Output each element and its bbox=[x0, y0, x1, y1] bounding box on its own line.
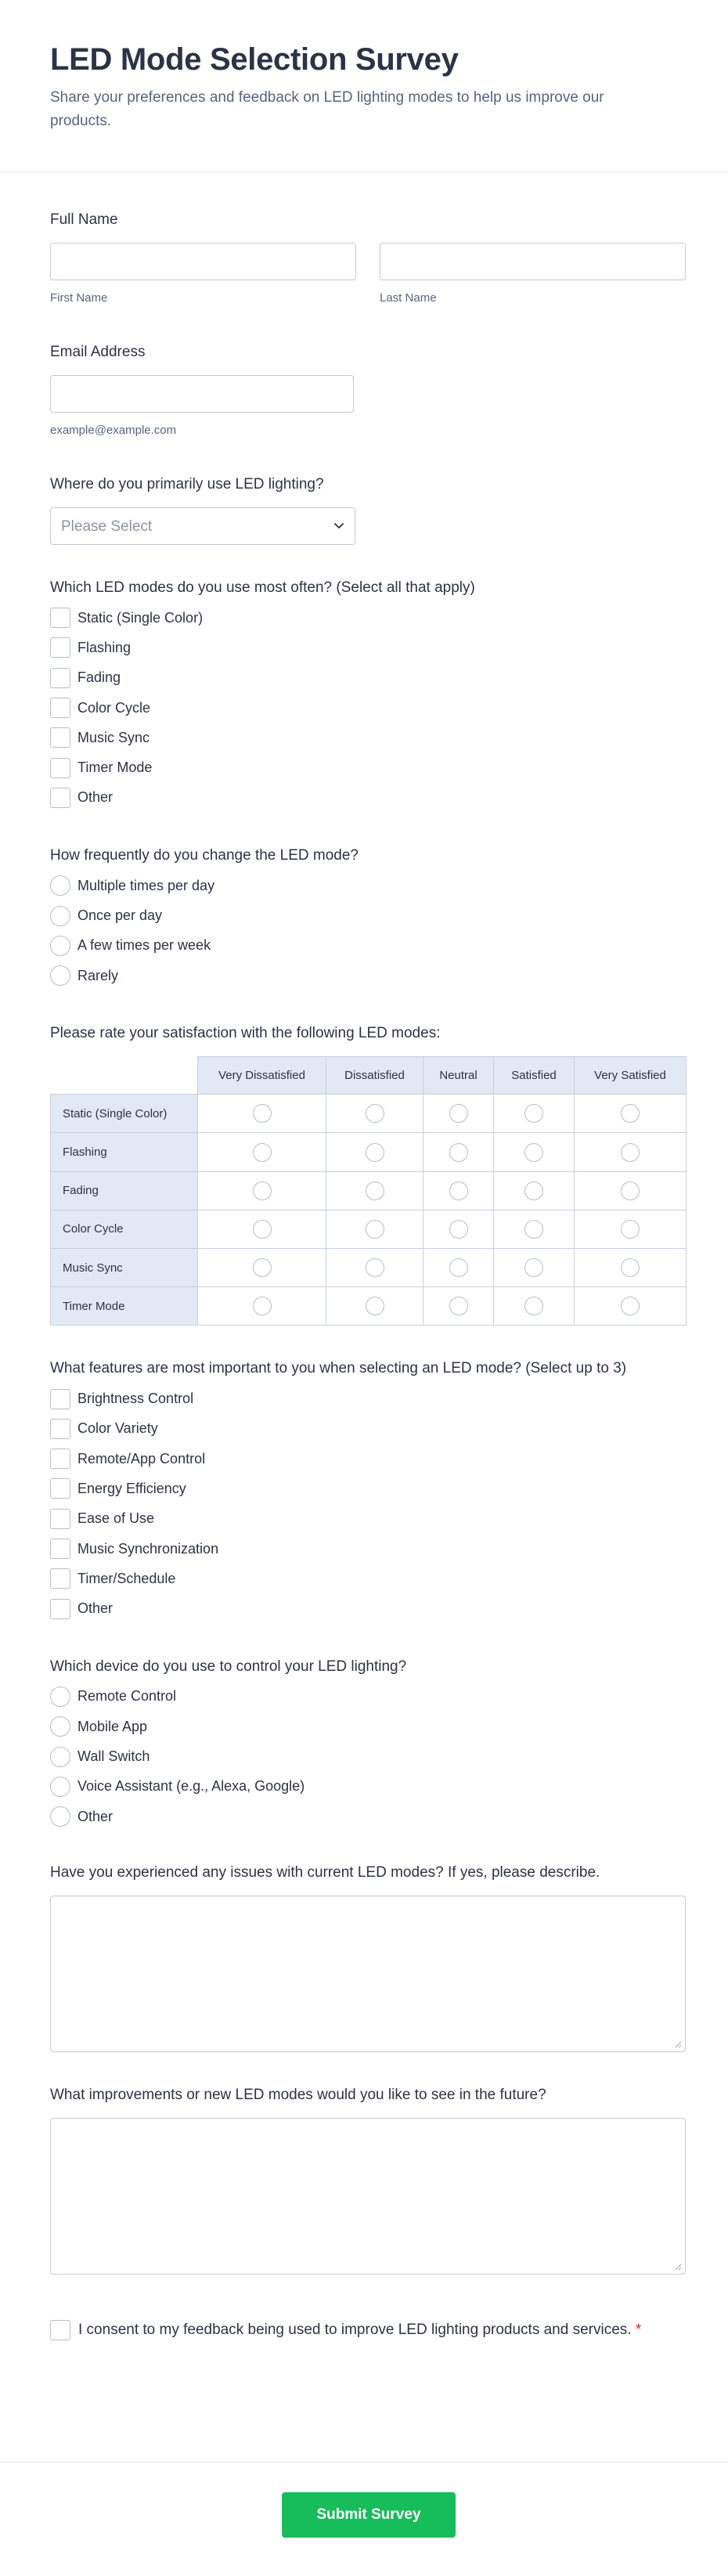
option-label: Ease of Use bbox=[77, 1510, 155, 1527]
matrix-cell[interactable] bbox=[575, 1133, 687, 1171]
email-sublabel: example@example.com bbox=[50, 424, 177, 437]
matrix-cell[interactable] bbox=[423, 1095, 494, 1133]
checkbox[interactable] bbox=[50, 637, 70, 658]
features-option[interactable] bbox=[50, 1504, 686, 1534]
checkbox[interactable] bbox=[50, 1389, 70, 1409]
option-label: Once per day bbox=[77, 907, 163, 924]
email-label: Email Address bbox=[50, 344, 146, 360]
radio[interactable] bbox=[50, 1806, 70, 1827]
matrix-row-header: Flashing bbox=[51, 1133, 198, 1171]
matrix-row bbox=[51, 1171, 687, 1210]
checkbox[interactable] bbox=[50, 1419, 70, 1439]
features-option[interactable] bbox=[50, 1564, 686, 1593]
matrix-column-header: Very Dissatisfied bbox=[198, 1057, 326, 1095]
survey-form bbox=[0, 210, 728, 2341]
matrix-row bbox=[51, 1287, 687, 1326]
frequency-option[interactable] bbox=[50, 871, 686, 900]
modes-option[interactable] bbox=[50, 633, 686, 662]
matrix-row bbox=[51, 1210, 687, 1248]
improvements-label: What improvements or new LED modes would you like to see in the future? bbox=[50, 2087, 546, 2104]
email-input[interactable] bbox=[50, 375, 354, 413]
issues-label: Have you experienced any issues with current LED modes? If yes, please describe. bbox=[50, 1864, 600, 1881]
device-option[interactable] bbox=[50, 1682, 686, 1712]
features-option[interactable] bbox=[50, 1474, 686, 1503]
matrix-cell[interactable] bbox=[575, 1095, 687, 1133]
matrix-row-header: Static (Single Color) bbox=[51, 1095, 198, 1133]
radio[interactable] bbox=[449, 1143, 468, 1162]
consent-checkbox[interactable] bbox=[50, 2320, 70, 2340]
satisfaction-question bbox=[50, 1023, 686, 1326]
radio[interactable] bbox=[253, 1297, 272, 1315]
radio[interactable] bbox=[524, 1297, 543, 1315]
matrix-cell[interactable] bbox=[423, 1210, 494, 1248]
checkbox[interactable] bbox=[50, 1449, 70, 1469]
radio[interactable] bbox=[253, 1220, 272, 1239]
chevron-down-icon bbox=[333, 519, 345, 532]
matrix-cell[interactable] bbox=[198, 1133, 326, 1171]
matrix-cell[interactable] bbox=[575, 1287, 687, 1326]
matrix-row-header: Fading bbox=[51, 1171, 198, 1210]
matrix-row bbox=[51, 1133, 687, 1171]
resize-grip-icon[interactable] bbox=[674, 2040, 682, 2048]
option-label: Flashing bbox=[77, 639, 132, 655]
option-label: Multiple times per day bbox=[77, 877, 215, 893]
matrix-column-header: Neutral bbox=[423, 1057, 494, 1095]
matrix-column-header: Dissatisfied bbox=[326, 1057, 423, 1095]
radio[interactable] bbox=[50, 1716, 70, 1737]
option-label: Music Sync bbox=[77, 729, 150, 745]
option-label: Rarely bbox=[77, 967, 119, 983]
matrix-cell[interactable] bbox=[575, 1171, 687, 1210]
matrix-cell[interactable] bbox=[326, 1249, 423, 1287]
matrix-cell[interactable] bbox=[423, 1287, 494, 1326]
radio[interactable] bbox=[366, 1220, 384, 1239]
matrix-column-header: Very Satisfied bbox=[575, 1057, 687, 1095]
radio[interactable] bbox=[50, 1747, 70, 1767]
email-question bbox=[50, 342, 686, 437]
matrix-cell[interactable] bbox=[423, 1133, 494, 1171]
checkbox[interactable] bbox=[50, 758, 70, 778]
modes-option[interactable] bbox=[50, 663, 686, 693]
radio[interactable] bbox=[524, 1258, 543, 1277]
last-name-input[interactable] bbox=[380, 243, 686, 280]
radio[interactable] bbox=[524, 1143, 543, 1162]
usage-location-select[interactable] bbox=[50, 507, 355, 545]
matrix-cell[interactable] bbox=[198, 1210, 326, 1248]
radio[interactable] bbox=[449, 1297, 468, 1315]
matrix-cell[interactable] bbox=[494, 1171, 575, 1210]
radio[interactable] bbox=[366, 1104, 384, 1123]
last-name-sublabel: Last Name bbox=[380, 291, 437, 305]
matrix-row bbox=[51, 1095, 687, 1133]
option-label: Timer/Schedule bbox=[77, 1570, 176, 1586]
form-footer bbox=[0, 2462, 728, 2576]
matrix-cell[interactable] bbox=[494, 1095, 575, 1133]
consent-question bbox=[50, 2318, 686, 2341]
device-option[interactable] bbox=[50, 1802, 686, 1831]
radio[interactable] bbox=[366, 1297, 384, 1315]
features-label: What features are most important to you when selecting an LED mode? (Select up to 3) bbox=[50, 1360, 627, 1377]
form-header bbox=[0, 0, 728, 172]
radio[interactable] bbox=[253, 1104, 272, 1123]
device-question bbox=[50, 1657, 686, 1831]
radio[interactable] bbox=[50, 906, 70, 926]
frequency-label: How frequently do you change the LED mode? bbox=[50, 847, 359, 864]
option-label: Voice Assistant (e.g., Alexa, Google) bbox=[77, 1778, 305, 1795]
matrix-cell[interactable] bbox=[326, 1287, 423, 1326]
improvements-question bbox=[50, 2085, 686, 2275]
full-name-question bbox=[50, 210, 686, 305]
radio[interactable] bbox=[449, 1258, 468, 1277]
radio[interactable] bbox=[50, 1777, 70, 1797]
usage-location-label: Where do you primarily use LED lighting? bbox=[50, 476, 324, 492]
checkbox[interactable] bbox=[50, 1568, 70, 1589]
frequency-option[interactable] bbox=[50, 961, 686, 990]
matrix-cell[interactable] bbox=[326, 1171, 423, 1210]
matrix-cell[interactable] bbox=[326, 1095, 423, 1133]
radio[interactable] bbox=[621, 1297, 640, 1315]
issues-question bbox=[50, 1863, 686, 2052]
radio[interactable] bbox=[621, 1182, 640, 1200]
option-label: Music Synchronization bbox=[77, 1540, 219, 1557]
modes-option[interactable] bbox=[50, 693, 686, 723]
matrix-column-header: Satisfied bbox=[494, 1057, 575, 1095]
radio[interactable] bbox=[449, 1182, 468, 1200]
option-label: Brightness Control bbox=[77, 1391, 194, 1407]
matrix-cell[interactable] bbox=[494, 1210, 575, 1248]
matrix-cell[interactable] bbox=[423, 1171, 494, 1210]
issues-textarea[interactable] bbox=[50, 1896, 686, 2052]
radio[interactable] bbox=[50, 1687, 70, 1707]
modes-option[interactable] bbox=[50, 603, 686, 633]
option-label: Remote/App Control bbox=[77, 1450, 206, 1467]
option-label: Wall Switch bbox=[77, 1748, 150, 1764]
radio[interactable] bbox=[621, 1220, 640, 1239]
matrix-cell[interactable] bbox=[198, 1249, 326, 1287]
radio[interactable] bbox=[253, 1258, 272, 1277]
radio[interactable] bbox=[524, 1104, 543, 1123]
device-option[interactable] bbox=[50, 1741, 686, 1771]
satisfaction-matrix bbox=[50, 1056, 687, 1326]
option-label: Color Variety bbox=[77, 1420, 158, 1437]
features-option[interactable] bbox=[50, 1593, 686, 1623]
first-name-input[interactable] bbox=[50, 243, 356, 280]
features-option[interactable] bbox=[50, 1534, 686, 1564]
matrix-cell[interactable] bbox=[494, 1133, 575, 1171]
features-option[interactable] bbox=[50, 1384, 686, 1413]
matrix-cell[interactable] bbox=[198, 1287, 326, 1326]
radio[interactable] bbox=[366, 1143, 384, 1162]
option-label: Energy Efficiency bbox=[77, 1480, 186, 1496]
features-option[interactable] bbox=[50, 1444, 686, 1474]
matrix-cell[interactable] bbox=[423, 1249, 494, 1287]
matrix-row-header: Timer Mode bbox=[51, 1287, 198, 1326]
checkbox[interactable] bbox=[50, 1599, 70, 1619]
first-name-sublabel: First Name bbox=[50, 291, 108, 305]
radio[interactable] bbox=[50, 965, 70, 986]
radio[interactable] bbox=[50, 875, 70, 896]
matrix-corner bbox=[51, 1057, 198, 1095]
device-option[interactable] bbox=[50, 1772, 686, 1802]
submit-button[interactable]: Submit Survey bbox=[282, 2492, 456, 2538]
matrix-cell[interactable] bbox=[326, 1133, 423, 1171]
radio[interactable] bbox=[621, 1104, 640, 1123]
modes-option[interactable] bbox=[50, 752, 686, 782]
device-option[interactable] bbox=[50, 1712, 686, 1741]
matrix-cell[interactable] bbox=[198, 1171, 326, 1210]
radio[interactable] bbox=[524, 1182, 543, 1200]
radio[interactable] bbox=[524, 1220, 543, 1239]
option-label: Other bbox=[77, 1600, 114, 1617]
improvements-textarea[interactable] bbox=[50, 2118, 686, 2275]
features-question bbox=[50, 1358, 686, 1623]
required-mark: * bbox=[635, 2322, 642, 2339]
checkbox[interactable] bbox=[50, 1509, 70, 1529]
satisfaction-label: Please rate your satisfaction with the following LED modes: bbox=[50, 1025, 441, 1042]
matrix-row-header: Music Sync bbox=[51, 1249, 198, 1287]
checkbox[interactable] bbox=[50, 1539, 70, 1559]
radio[interactable] bbox=[449, 1220, 468, 1239]
matrix-cell[interactable] bbox=[494, 1249, 575, 1287]
features-option[interactable] bbox=[50, 1414, 686, 1444]
checkbox[interactable] bbox=[50, 698, 70, 718]
modes-option[interactable] bbox=[50, 723, 686, 752]
radio[interactable] bbox=[366, 1182, 384, 1200]
matrix-row-header: Color Cycle bbox=[51, 1210, 198, 1248]
checkbox[interactable] bbox=[50, 727, 70, 748]
modes-used-label: Which LED modes do you use most often? (Select all that apply) bbox=[50, 579, 475, 596]
option-label: Fading bbox=[77, 669, 121, 686]
frequency-option[interactable] bbox=[50, 900, 686, 930]
radio[interactable] bbox=[253, 1143, 272, 1162]
modes-used-question bbox=[50, 578, 686, 813]
radio[interactable] bbox=[621, 1143, 640, 1162]
matrix-cell[interactable] bbox=[575, 1210, 687, 1248]
matrix-row bbox=[51, 1249, 687, 1287]
radio[interactable] bbox=[50, 936, 70, 956]
page-title: LED Mode Selection Survey bbox=[50, 42, 459, 77]
option-label: Mobile App bbox=[77, 1718, 148, 1734]
matrix-cell[interactable] bbox=[326, 1210, 423, 1248]
full-name-label: Full Name bbox=[50, 211, 118, 228]
matrix-cell[interactable] bbox=[575, 1249, 687, 1287]
consent-text: I consent to my feedback being used to improve LED lighting products and services. bbox=[78, 2322, 632, 2339]
checkbox[interactable] bbox=[50, 788, 70, 808]
option-label: Color Cycle bbox=[77, 699, 151, 716]
checkbox[interactable] bbox=[50, 668, 70, 688]
option-label: Timer Mode bbox=[77, 759, 153, 776]
option-label: Remote Control bbox=[77, 1688, 177, 1705]
usage-location-placeholder: Please Select bbox=[61, 518, 153, 535]
frequency-question bbox=[50, 846, 686, 990]
option-label: Other bbox=[77, 789, 114, 806]
checkbox[interactable] bbox=[50, 1478, 70, 1499]
frequency-option[interactable] bbox=[50, 931, 686, 961]
option-label: Other bbox=[77, 1808, 114, 1824]
matrix-cell[interactable] bbox=[494, 1287, 575, 1326]
radio[interactable] bbox=[621, 1258, 640, 1277]
radio[interactable] bbox=[253, 1182, 272, 1200]
usage-location-question bbox=[50, 474, 686, 545]
radio[interactable] bbox=[366, 1258, 384, 1277]
page-description: Share your preferences and feedback on LED lighting modes to help us improve our products. bbox=[50, 89, 604, 129]
radio[interactable] bbox=[449, 1104, 468, 1123]
option-label: A few times per week bbox=[77, 937, 211, 954]
matrix-cell[interactable] bbox=[198, 1095, 326, 1133]
resize-grip-icon[interactable] bbox=[674, 2263, 682, 2271]
modes-option[interactable] bbox=[50, 783, 686, 813]
device-label: Which device do you use to control your LED lighting? bbox=[50, 1658, 407, 1675]
consent-label bbox=[78, 2318, 650, 2341]
checkbox[interactable] bbox=[50, 608, 70, 628]
option-label: Static (Single Color) bbox=[77, 609, 204, 626]
